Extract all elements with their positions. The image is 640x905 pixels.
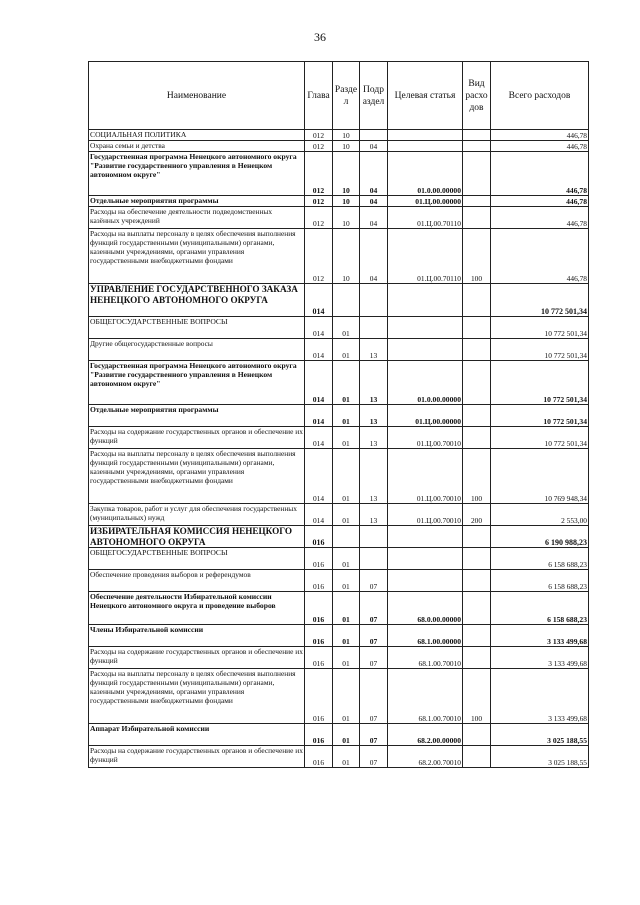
row-chapter: 012 [305,207,333,229]
table-row [89,196,589,207]
row-target [388,141,463,152]
row-name: Расходы на выплаты персоналу в целях обеспечения выполнения функций государственными (муниципальными) органами, казенными учреждениями, органами управления государственными внебюджетными фондами [89,229,305,284]
row-section: 01 [333,449,360,504]
row-total: 446,78 [491,152,589,196]
row-total: 3 025 188,55 [491,724,589,746]
row-name: Расходы на выплаты персоналу в целях обеспечения выполнения функций государственными (муниципальными) органами, казенными учреждениями, органами управления государственными внебюджетными фондами [89,449,305,504]
row-chapter: 016 [305,526,333,548]
row-chapter: 014 [305,339,333,361]
row-chapter: 016 [305,592,333,625]
row-name: Расходы на содержание государственных органов и обеспечение их функций [89,746,305,768]
row-subsection: 07 [360,669,388,724]
row-chapter: 016 [305,647,333,669]
row-total: 6 158 688,23 [491,570,589,592]
row-section: 01 [333,625,360,647]
row-target: 68.2.00.70010 [388,746,463,768]
row-target: 01.Ц.00.70110 [388,229,463,284]
row-name: Члены Избирательной комиссии [89,625,305,647]
row-chapter: 014 [305,427,333,449]
row-section: 01 [333,504,360,526]
row-total: 446,78 [491,229,589,284]
row-chapter: 014 [305,405,333,427]
row-total: 3 025 188,55 [491,746,589,768]
row-target: 01.Ц.00.00000 [388,196,463,207]
row-type: 100 [463,669,491,724]
row-target: 01.Ц.00.70010 [388,449,463,504]
header-name: Наименование [89,62,305,130]
row-section: 01 [333,361,360,405]
row-name: СОЦИАЛЬНАЯ ПОЛИТИКА [89,130,305,141]
row-type [463,746,491,768]
row-target: 68.1.00.00000 [388,625,463,647]
row-name: Охрана семьи и детства [89,141,305,152]
row-chapter: 014 [305,361,333,405]
row-name: Расходы на обеспечение деятельности подведомственных казённых учреждений [89,207,305,229]
row-section: 10 [333,130,360,141]
row-type [463,196,491,207]
row-type: 200 [463,504,491,526]
row-subsection: 04 [360,207,388,229]
row-name: Расходы на содержание государственных органов и обеспечение их функций [89,427,305,449]
row-target: 01.0.00.00000 [388,152,463,196]
row-type [463,526,491,548]
row-type: 100 [463,449,491,504]
row-chapter: 012 [305,152,333,196]
header-section: Разде л [333,62,360,130]
row-total: 6 158 688,23 [491,548,589,570]
row-subsection: 07 [360,647,388,669]
table-row [89,647,589,669]
row-subsection [360,548,388,570]
row-target: 01.0.00.00000 [388,361,463,405]
row-subsection: 13 [360,504,388,526]
row-target [388,526,463,548]
table-row [89,152,589,196]
row-section: 01 [333,405,360,427]
row-target [388,317,463,339]
row-target: 68.0.00.00000 [388,592,463,625]
row-subsection: 13 [360,339,388,361]
row-total: 10 772 501,34 [491,284,589,317]
table-row [89,229,589,284]
row-chapter: 012 [305,130,333,141]
row-subsection: 07 [360,746,388,768]
row-total: 2 553,00 [491,504,589,526]
row-subsection: 13 [360,449,388,504]
row-name: ОБЩЕГОСУДАРСТВЕННЫЕ ВОПРОСЫ [89,317,305,339]
table-row [89,526,589,548]
row-section: 01 [333,548,360,570]
row-subsection: 07 [360,625,388,647]
row-subsection: 13 [360,427,388,449]
row-type [463,570,491,592]
row-subsection: 04 [360,152,388,196]
row-target: 01.Ц.00.00000 [388,405,463,427]
row-subsection [360,130,388,141]
row-name: Расходы на содержание государственных органов и обеспечение их функций [89,647,305,669]
table-row [89,339,589,361]
row-subsection: 13 [360,361,388,405]
row-total: 10 772 501,34 [491,317,589,339]
table-row [89,207,589,229]
row-section: 01 [333,592,360,625]
row-target: 68.1.00.70010 [388,647,463,669]
row-target: 01.Ц.00.70010 [388,427,463,449]
table-header-row [89,62,589,130]
row-section: 10 [333,207,360,229]
row-type [463,141,491,152]
header-total: Всего расходов [491,62,589,130]
row-type [463,207,491,229]
row-chapter: 014 [305,284,333,317]
row-subsection [360,526,388,548]
row-name: Государственная программа Ненецкого автономного округа "Развитие государственного управления в Ненецком автономном округе" [89,152,305,196]
row-total: 10 772 501,34 [491,361,589,405]
row-target: 68.1.00.70010 [388,669,463,724]
table-row [89,427,589,449]
row-name: УПРАВЛЕНИЕ ГОСУДАРСТВЕННОГО ЗАКАЗА НЕНЕЦКОГО АВТОНОМНОГО ОКРУГА [89,284,305,317]
table-row [89,669,589,724]
row-target: 01.Ц.00.70010 [388,504,463,526]
row-total: 3 133 499,68 [491,647,589,669]
row-subsection: 04 [360,196,388,207]
row-total: 446,78 [491,207,589,229]
header-chapter: Глава [305,62,333,130]
row-target [388,130,463,141]
row-subsection: 04 [360,141,388,152]
row-section: 01 [333,647,360,669]
row-chapter: 016 [305,625,333,647]
table-row [89,504,589,526]
row-subsection: 07 [360,724,388,746]
row-type [463,405,491,427]
row-subsection [360,284,388,317]
row-target [388,284,463,317]
row-type [463,647,491,669]
row-type [463,592,491,625]
row-section: 01 [333,669,360,724]
row-total: 10 772 501,34 [491,405,589,427]
row-section: 10 [333,196,360,207]
row-type [463,152,491,196]
row-chapter: 012 [305,229,333,284]
row-chapter: 016 [305,548,333,570]
row-name: Расходы на выплаты персоналу в целях обеспечения выполнения функций государственными (муниципальными) органами, казенными учреждениями, органами управления государственными внебюджетными фондами [89,669,305,724]
row-total: 3 133 499,68 [491,669,589,724]
row-target: 68.2.00.00000 [388,724,463,746]
row-type [463,317,491,339]
table-row [89,625,589,647]
row-name: Обеспечение проведения выборов и референдумов [89,570,305,592]
row-type [463,625,491,647]
row-name: Закупка товаров, работ и услуг для обеспечения государственных (муниципальных) нужд [89,504,305,526]
row-name: ОБЩЕГОСУДАРСТВЕННЫЕ ВОПРОСЫ [89,548,305,570]
row-total: 446,78 [491,196,589,207]
row-name: Обеспечение деятельности Избирательной комиссии Ненецкого автономного округа и проведение выборов [89,592,305,625]
row-name: Аппарат Избирательной комиссии [89,724,305,746]
row-target [388,548,463,570]
row-section: 01 [333,746,360,768]
row-chapter: 012 [305,141,333,152]
table-row [89,130,589,141]
table-row [89,548,589,570]
row-name: ИЗБИРАТЕЛЬНАЯ КОМИССИЯ НЕНЕЦКОГО АВТОНОМНОГО ОКРУГА [89,526,305,548]
row-target [388,570,463,592]
row-chapter: 014 [305,504,333,526]
row-name: Другие общегосударственные вопросы [89,339,305,361]
row-chapter: 012 [305,196,333,207]
row-chapter: 014 [305,449,333,504]
row-target [388,339,463,361]
row-total: 6 190 988,23 [491,526,589,548]
row-chapter: 016 [305,669,333,724]
row-section: 10 [333,229,360,284]
row-section: 01 [333,724,360,746]
row-section: 01 [333,317,360,339]
row-subsection: 07 [360,592,388,625]
row-type [463,548,491,570]
row-section: 10 [333,141,360,152]
expenditure-table [88,61,589,768]
row-section: 01 [333,570,360,592]
row-section [333,284,360,317]
row-total: 446,78 [491,130,589,141]
row-section: 01 [333,427,360,449]
header-target: Целевая статья [388,62,463,130]
table-row [89,405,589,427]
table-row [89,592,589,625]
row-type [463,361,491,405]
table-row [89,449,589,504]
row-subsection [360,317,388,339]
row-type [463,284,491,317]
row-type [463,724,491,746]
row-name: Отдельные мероприятия программы [89,405,305,427]
row-type [463,339,491,361]
row-section [333,526,360,548]
row-total: 10 769 948,34 [491,449,589,504]
row-subsection: 13 [360,405,388,427]
row-chapter: 016 [305,724,333,746]
header-type: Вид расхо дов [463,62,491,130]
row-chapter: 016 [305,570,333,592]
table-row [89,570,589,592]
row-type: 100 [463,229,491,284]
row-chapter: 016 [305,746,333,768]
row-total: 10 772 501,34 [491,339,589,361]
row-target: 01.Ц.00.70110 [388,207,463,229]
table-row [89,317,589,339]
table-row [89,284,589,317]
row-type [463,130,491,141]
table-row [89,724,589,746]
table-body [89,130,589,768]
row-type [463,427,491,449]
row-name: Государственная программа Ненецкого автономного округа "Развитие государственного управления в Ненецком автономном округе" [89,361,305,405]
row-subsection: 04 [360,229,388,284]
header-subsection: Подр аздел [360,62,388,130]
row-total: 3 133 499,68 [491,625,589,647]
row-total: 10 772 501,34 [491,427,589,449]
row-subsection: 07 [360,570,388,592]
row-chapter: 014 [305,317,333,339]
row-total: 6 158 688,23 [491,592,589,625]
page-number: 36 [314,30,326,44]
row-name: Отдельные мероприятия программы [89,196,305,207]
row-section: 01 [333,339,360,361]
row-section: 10 [333,152,360,196]
table-row [89,141,589,152]
row-total: 446,78 [491,141,589,152]
table-row [89,361,589,405]
table-row [89,746,589,768]
